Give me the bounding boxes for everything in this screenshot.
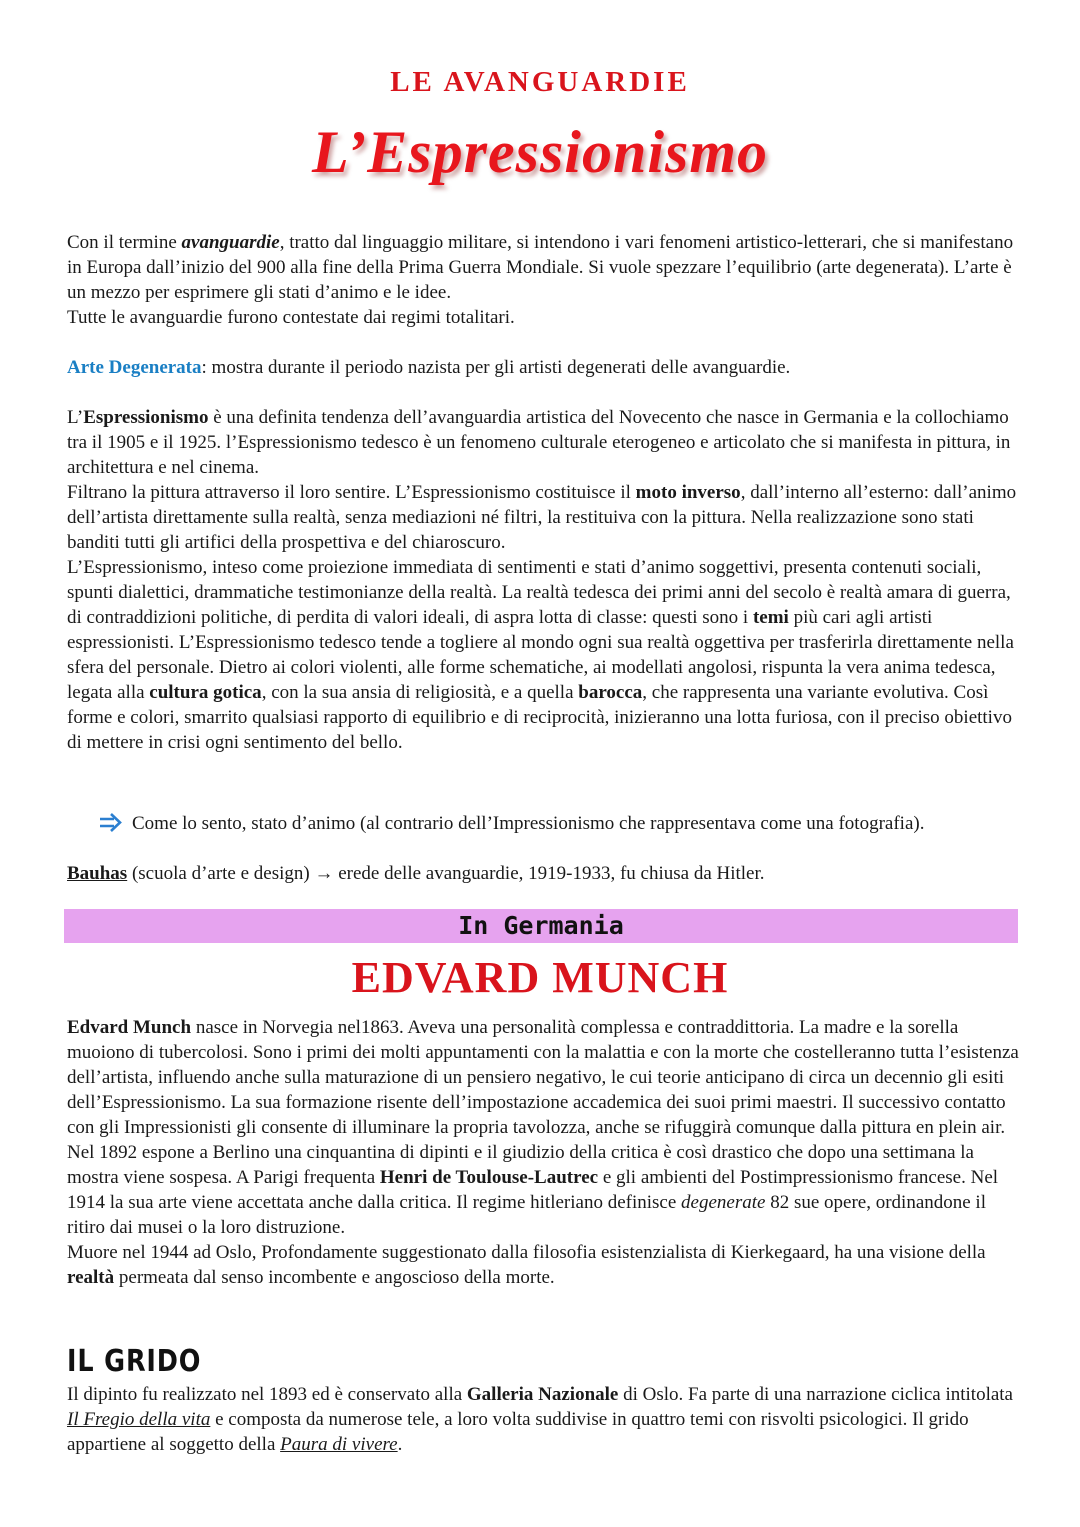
espressionismo-paragraph: L’Espressionismo è una definita tendenza dell’avanguardia artistica del Novecento che nasce in Germania e la collochiamo tra il 1905 e il 1925. l’Espressionismo tedesco è un fenomeno culturale eterogeneo e articolato che si manifesta in pittura, in architettura e nel cinema. Filtrano la pittura attraverso il loro sentire. L’Espressionismo costituisce il moto inverso, dall’interno all’esterno: dall’animo dell’artista direttamente sulla realtà, senza mediazioni né filtri, la restituiva con la pittura. Nella realizzazione sono stati banditi tutti gli artifici della prospettiva e del chiaroscuro. L’Espressionismo, inteso come proiezione immediata di sentimenti e stati d’animo soggettivi, presenta contenuti sociali, spunti dialettici, drammatiche testimonianze della realtà. La realtà tedesca dei primi anni del secolo è realtà amara di guerra, di contraddizioni politiche, di perdita di valori ideali, di aspra lotta di classe: questi sono i temi più cari agli artisti espressionisti. L’Espressionismo tedesco tende a togliere al mondo ogni sua realtà oggettiva per trasferirla direttamente nella sfera del personale. Dietro ai colori violenti, alle forme schematiche, ai modellati angolosi, rispunta la vera anima tedesca, legata alla cultura gotica, con la sua ansia di religiosità, e a quella barocca, che rappresenta una variante evolutiva. Così forme e colori, smarrito qualsiasi rapporto di equilibrio e di reciprocità, inizieranno una lotta furiosa, con il preciso obiettivo di mettere in crisi ogni sentimento del bello. — [67, 407, 1017, 753]
fregio-link: Il Fregio della vita — [67, 1409, 211, 1430]
page-title: LE AVANGUARDIE — [390, 66, 690, 98]
arte-degenerata-paragraph: Arte Degenerata: mostra durante il periodo nazista per gli artisti degenerati delle avanguardie. — [67, 357, 791, 378]
intro-paragraph: Con il termine avanguardie, tratto dal linguaggio militare, si intendono i vari fenomeni artistico-letterari, che si manifestano in Europa dall’inizio del 900 alla fine della Prima Guerra Mondiale. Si vuole spezzare l’equilibrio (arte degenerata). L’arte è un mezzo per esprimere gli stati d’animo e le idee. Tutte le avanguardie furono contestate dai regimi totalitari. — [67, 232, 1014, 328]
avanguardie-term: avanguardie — [181, 232, 280, 253]
script-title: L’Espressionismo — [311, 119, 769, 185]
grido-heading: IL GRIDO — [67, 1344, 202, 1379]
artist-heading: EDVARD MUNCH — [351, 953, 729, 1002]
arte-degenerata-term: Arte Degenerata — [67, 357, 202, 378]
band-label: In Germania — [458, 911, 624, 940]
section-band — [64, 909, 1018, 943]
bauhas-term: Bauhas — [67, 863, 128, 884]
bauhas-paragraph: Bauhas (scuola d’arte e design) → erede delle avanguardie, 1919-1933, fu chiusa da Hitler. — [67, 863, 765, 884]
paura-link: Paura di vivere — [280, 1434, 398, 1455]
bullet-item: Come lo sento, stato d’animo (al contrario dell’Impressionismo che rappresentava come una fotografia). — [98, 811, 978, 836]
double-arrow-right-icon — [98, 811, 124, 835]
munch-biography: Edvard Munch nasce in Norvegia nel1863. Aveva una personalità complessa e contraddittoria. La madre e la sorella muoiono di tubercolosi. Sono i primi dei molti appuntamenti con la malattia e con la morte che costelleranno tutta l’esistenza dell’artista, influendo anche sulla maturazione di un pensiero negativo, le cui teorie anticipano di circa un decennio gli esiti dell’Espressionismo. La sua formazione risente dell’impostazione accademica dei suoi primi maestri. Il successivo contatto con gli Impressionisti gli consente di illuminare la propria tavolozza, anche se rifuggirà comunque dalla pittura en plein air. Nel 1892 espone a Berlino una cinquantina di dipinti e il giudizio della critica è così drastico che dopo una settimana la mostra viene sospesa. A Parigi frequenta Henri de Toulouse-Lautrec e gli ambienti del Postimpressionismo francese. Nel 1914 la sua arte viene accettata anche dalla critica. Il regime hitleriano definisce degenerate 82 sue opere, ordinandone il ritiro dai musei o la loro distruzione. Muore nel 1944 ad Oslo, Profondamente suggestionato dalla filosofia esistenzialista di Kierkegaard, ha una visione della realtà permeata dal senso incombente e angoscioso della morte. — [67, 1017, 1019, 1288]
grido-paragraph: Il dipinto fu realizzato nel 1893 ed è conservato alla Galleria Nazionale di Oslo. Fa parte di una narrazione ciclica intitolata Il Fregio della vita e composta da numerose tele, a loro volta suddivise in quattro temi con risvolti psicologici. Il grido appartiene al soggetto della Paura di vivere. — [67, 1384, 1013, 1455]
